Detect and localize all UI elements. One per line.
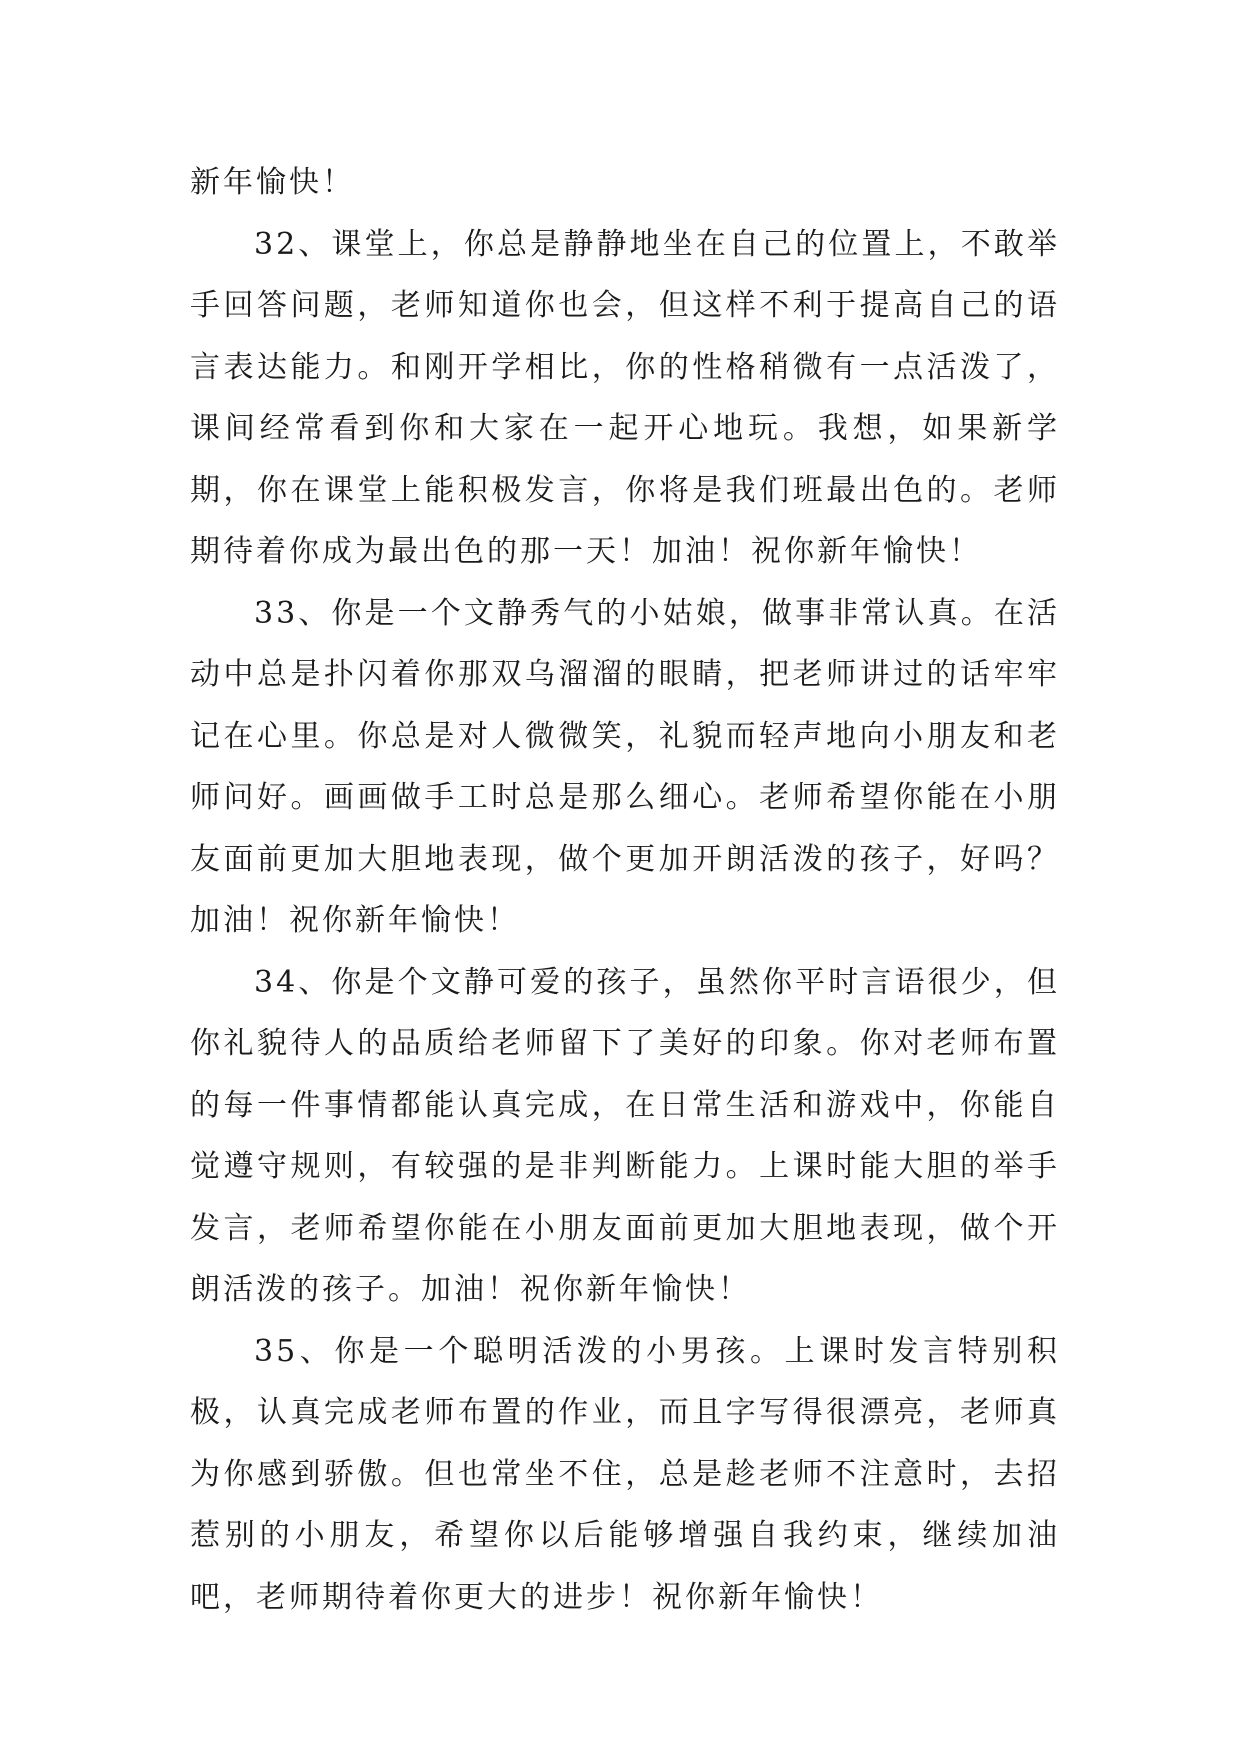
paragraph-comment-33: 33、你是一个文静秀气的小姑娘，做事非常认真。在活动中总是扑闪着你那双乌溜溜的眼睛，把老师讲过的话牢牢记在心里。你总是对人微微笑，礼貌而轻声地向小朋友和老师问好。画画做手工时总是那么细心。老师希望你能在小朋友面前更加大胆地表现，做个更加开朗活泼的孩子，好吗？加油！祝你新年愉快！: [190, 595, 1060, 938]
paragraph-comment-35: 35、你是一个聪明活泼的小男孩。上课时发言特别积极，认真完成老师布置的作业，而且字写得很漂亮，老师真为你感到骄傲。但也常坐不住，总是趁老师不注意时，去招惹别的小朋友，希望你以后能够增强自我约束，继续加油吧，老师期待着你更大的进步！祝你新年愉快！: [190, 1333, 1060, 1615]
paragraph-continuation: 新年愉快！: [190, 165, 355, 200]
paragraph-comment-34: 34、你是个文静可爱的孩子，虽然你平时言语很少，但你礼貌待人的品质给老师留下了美好的印象。你对老师布置的每一件事情都能认真完成，在日常生活和游戏中，你能自觉遵守规则，有较强的是非判断能力。上课时能大胆的举手发言，老师希望你能在小朋友面前更加大胆地表现，做个开朗活泼的孩子。加油！祝你新年愉快！: [190, 964, 1060, 1307]
document-body: [190, 152, 1060, 1628]
paragraph-comment-32: 32、课堂上，你总是静静地坐在自己的位置上，不敢举手回答问题，老师知道你也会，但这样不利于提高自己的语言表达能力。和刚开学相比，你的性格稍微有一点活泼了，课间经常看到你和大家在一起开心地玩。我想，如果新学期，你在课堂上能积极发言，你将是我们班最出色的。老师期待着你成为最出色的那一天！加油！祝你新年愉快！: [190, 226, 1060, 569]
